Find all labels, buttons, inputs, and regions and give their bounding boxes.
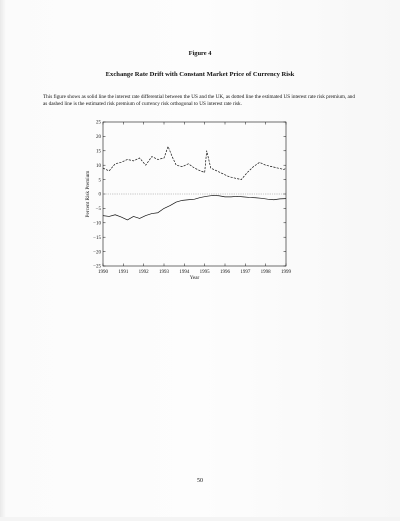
y-tick-label: 15 <box>96 149 101 155</box>
y-tick-label: 25 <box>96 120 101 126</box>
x-tick-label: 1999 <box>281 270 291 275</box>
x-axis-label: Year <box>189 275 200 281</box>
x-tick-label: 1992 <box>138 270 149 275</box>
x-tick-label: 1997 <box>240 270 251 275</box>
page-number: 50 <box>197 478 203 484</box>
x-tick-label: 1995 <box>199 270 210 275</box>
y-tick-label: −20 <box>93 250 101 256</box>
series-line-solid <box>103 195 286 219</box>
y-axis-label: Percent Risk Premium <box>85 170 91 218</box>
y-tick-label: 10 <box>96 163 101 169</box>
y-tick-label: −10 <box>93 221 101 227</box>
y-tick-label: 5 <box>98 178 101 184</box>
x-tick-label: 1990 <box>98 270 108 275</box>
series-layer <box>103 146 286 219</box>
figure-label: Figure 4 <box>188 50 212 57</box>
y-tick-label: 20 <box>96 135 101 141</box>
y-tick-label: −15 <box>93 235 101 241</box>
x-tick-label: 1991 <box>118 270 129 275</box>
series-line-dashed <box>103 146 286 179</box>
figure-caption: This figure shows as solid line the interest rate differential between the US and the UK, as dotted line the estimated US interest rate risk premium, and as dashed line is the estimated risk premium of currency risk orthogonal to US interest rate risk. <box>43 94 355 107</box>
y-axis <box>93 121 286 270</box>
y-tick-label: −25 <box>93 264 101 270</box>
y-tick-label: −5 <box>95 207 101 213</box>
figure-title: Exchange Rate Drift with Constant Market Price of Currency Risk <box>105 71 295 78</box>
x-tick-label: 1998 <box>260 270 271 275</box>
x-tick-label: 1993 <box>159 270 169 275</box>
y-tick-label: 0 <box>98 192 101 198</box>
x-tick-label: 1996 <box>220 270 230 275</box>
x-tick-label: 1994 <box>179 270 190 275</box>
